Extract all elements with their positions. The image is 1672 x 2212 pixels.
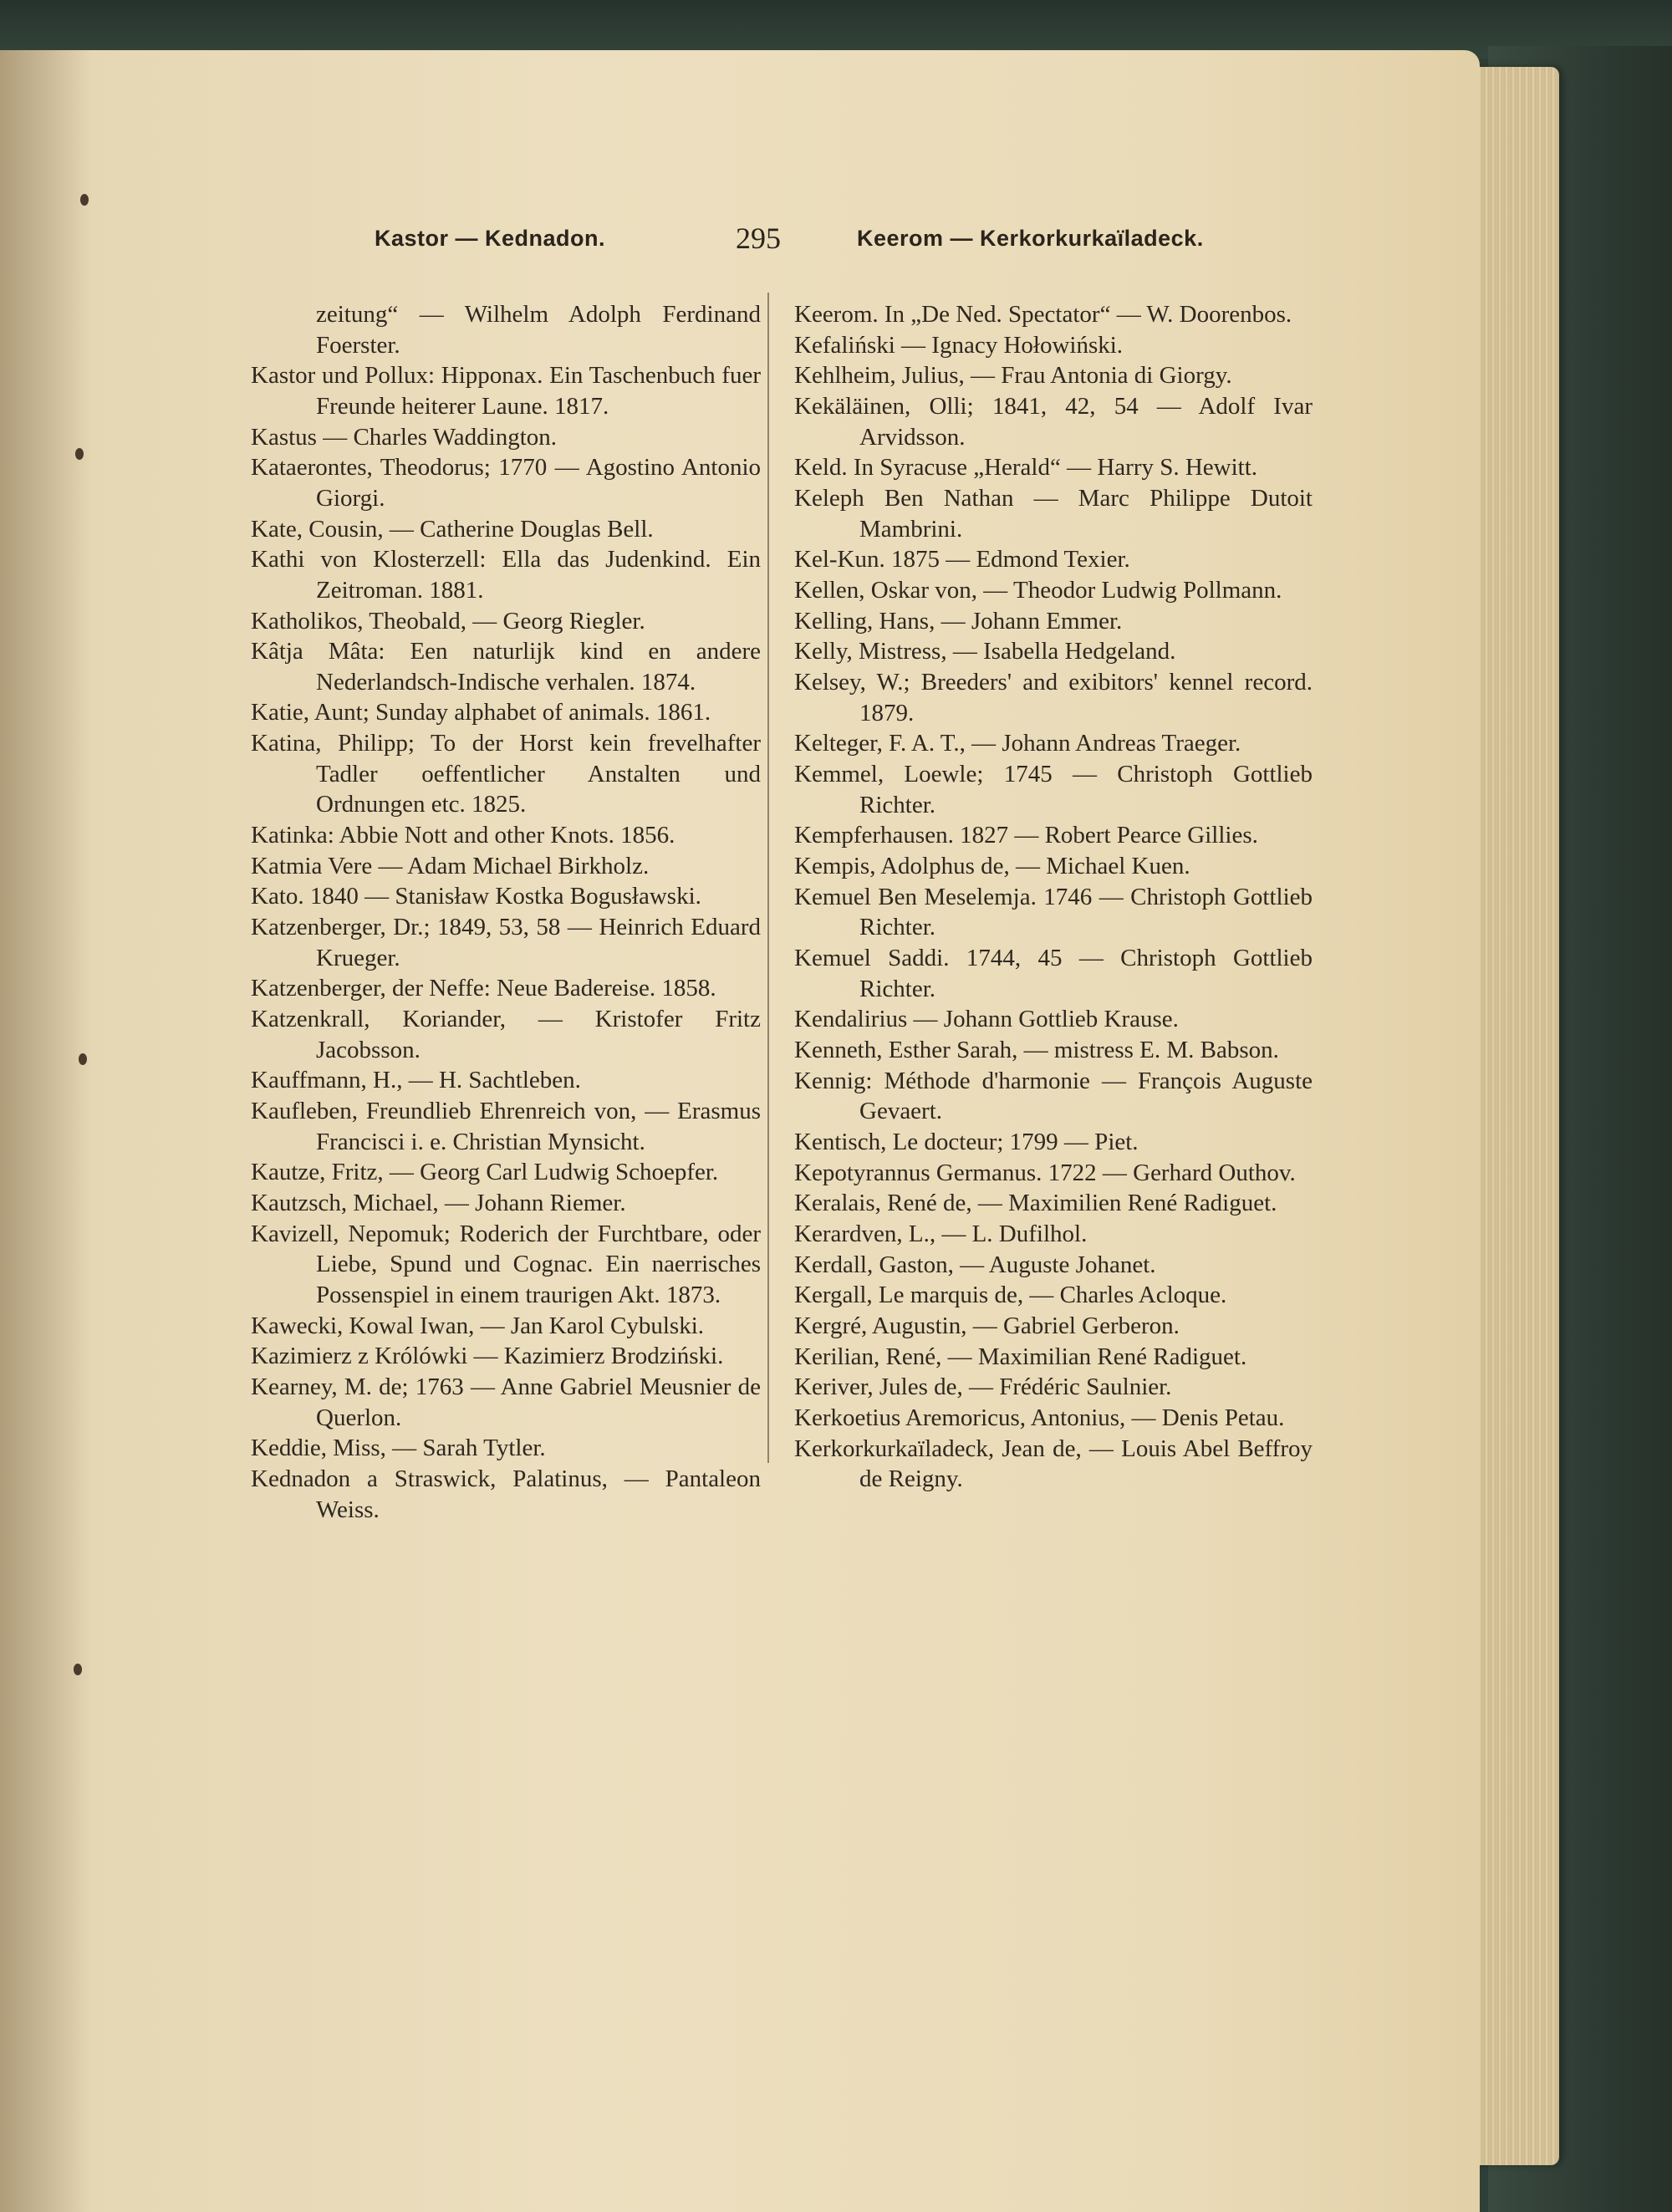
entry: Katzenberger, der Neffe: Neue Badereise. 1858. — [251, 975, 716, 1002]
entry: Kavizell, Nepomuk; Roderich der Furchtbare, oder Liebe, Spund und Cognac. Ein naerrisches Possenspiel in einem traurigen Akt. 1873. — [251, 1220, 761, 1308]
entry: Kentisch, Le docteur; 1799 — Piet. — [794, 1128, 1139, 1155]
binding-thread-mark — [75, 448, 84, 460]
entry: Katina, Philipp; To der Horst kein frevelhafter Tadler oeffentlicher Anstalten und Ordnungen etc. 1825. — [251, 730, 761, 818]
entry: Kautze, Fritz, — Georg Carl Ludwig Schoepfer. — [251, 1159, 719, 1186]
entry: Kendalirius — Johann Gottlieb Krause. — [794, 1006, 1179, 1033]
entry: Kehlheim, Julius, — Frau Antonia di Giorgy. — [794, 362, 1232, 390]
entry: Katzenberger, Dr.; 1849, 53, 58 — Heinrich Eduard Krueger. — [251, 914, 761, 971]
entry: Kelly, Mistress, — Isabella Hedgeland. — [794, 638, 1176, 665]
entry: Kergall, Le marquis de, — Charles Acloque. — [794, 1282, 1227, 1309]
running-header-right: Keerom — Kerkorkurkaïladeck. — [857, 226, 1204, 251]
gutter-shadow — [0, 50, 92, 2212]
entry: Kellen, Oskar von, — Theodor Ludwig Pollmann. — [794, 577, 1282, 604]
entry: Kerkoetius Aremoricus, Antonius, — Denis Petau. — [794, 1404, 1285, 1432]
entry: Kâtja Mâta: Een naturlijk kind en andere Nederlandsch-Indische verhalen. 1874. — [251, 638, 761, 696]
entry: zeitung“ — Wilhelm Adolph Ferdinand Foerster. — [316, 301, 761, 359]
entry: Kednadon a Straswick, Palatinus, — Pantaleon Weiss. — [251, 1465, 761, 1523]
entry: Kekäläinen, Olli; 1841, 42, 54 — Adolf Ivar Arvidsson. — [794, 393, 1313, 451]
entry: Kautzsch, Michael, — Johann Riemer. — [251, 1190, 626, 1216]
binding-thread-mark — [80, 194, 89, 206]
binding-thread-mark — [79, 1053, 87, 1065]
entry: Katzenkrall, Koriander, — Kristofer Fritz Jacobsson. — [251, 1006, 761, 1063]
entry: Kerkorkurkaïladeck, Jean de, — Louis Abel Beffroy de Reigny. — [794, 1435, 1313, 1493]
entry: Kefaliński — Ignacy Hołowiński. — [794, 331, 1124, 359]
entry: Kawecki, Kowal Iwan, — Jan Karol Cybulski. — [251, 1312, 705, 1339]
entry: Kenneth, Esther Sarah, — mistress E. M. Babson. — [794, 1036, 1279, 1063]
entry: Keld. In Syracuse „Herald“ — Harry S. Hewitt. — [794, 454, 1258, 482]
entry: Keralais, René de, — Maximilien René Radiguet. — [794, 1190, 1277, 1217]
left-column — [251, 299, 761, 1525]
entry: Kearney, M. de; 1763 — Anne Gabriel Meusnier de Querlon. — [251, 1373, 761, 1431]
entry: Kathi von Klosterzell: Ella das Judenkind. Ein Zeitroman. 1881. — [251, 546, 761, 604]
entry: Kataerontes, Theodorus; 1770 — Agostino Antonio Giorgi. — [251, 454, 761, 512]
entry: Kemmel, Loewle; 1745 — Christoph Gottlieb Richter. — [794, 761, 1313, 818]
entry: Kaufleben, Freundlieb Ehrenreich von, — Erasmus Francisci i. e. Christian Mynsicht. — [251, 1098, 761, 1155]
binding-thread-mark — [74, 1664, 82, 1675]
entry: Kazimierz z Królówki — Kazimierz Brodziński. — [251, 1343, 724, 1370]
entry: Keleph Ben Nathan — Marc Philippe Dutoit Mambrini. — [794, 485, 1313, 543]
entry: Kel-Kun. 1875 — Edmond Texier. — [794, 546, 1130, 573]
entry: Kergré, Augustin, — Gabriel Gerberon. — [794, 1312, 1180, 1340]
entry: Kerdall, Gaston, — Auguste Johanet. — [794, 1251, 1156, 1278]
page-number: 295 — [736, 222, 781, 255]
entry: Katmia Vere — Adam Michael Birkholz. — [251, 852, 650, 879]
entry: Kato. 1840 — Stanisław Kostka Bogusławski. — [251, 883, 701, 910]
entry: Katie, Aunt; Sunday alphabet of animals. 1861. — [251, 699, 711, 726]
column-divider — [767, 293, 769, 1463]
page-edges — [1476, 67, 1559, 2165]
entry: Kelling, Hans, — Johann Emmer. — [794, 607, 1123, 635]
running-header-left: Kastor — Kednadon. — [375, 226, 606, 251]
entry: Kauffmann, H., — H. Sachtleben. — [251, 1067, 581, 1094]
entry: Kerilian, René, — Maximilian René Radiguet. — [794, 1343, 1247, 1370]
entry: Kastus — Charles Waddington. — [251, 423, 558, 451]
entry: Keerom. In „De Ned. Spectator“ — W. Doorenbos. — [794, 301, 1292, 328]
entry: Kemuel Saddi. 1744, 45 — Christoph Gottlieb Richter. — [794, 944, 1313, 1002]
entry: Kastor und Pollux: Hipponax. Ein Taschenbuch fuer Freunde heiterer Laune. 1817. — [251, 362, 761, 420]
entry: Katholikos, Theobald, — Georg Riegler. — [251, 607, 645, 635]
right-column — [794, 299, 1313, 1495]
entry: Kepotyrannus Germanus. 1722 — Gerhard Outhov. — [794, 1159, 1296, 1186]
entry: Kennig: Méthode d'harmonie — François Auguste Gevaert. — [794, 1067, 1313, 1125]
entry: Keriver, Jules de, — Frédéric Saulnier. — [794, 1374, 1172, 1401]
entry: Kempis, Adolphus de, — Michael Kuen. — [794, 853, 1190, 879]
entry: Kelteger, F. A. T., — Johann Andreas Traeger. — [794, 730, 1241, 757]
entry: Kate, Cousin, — Catherine Douglas Bell. — [251, 515, 654, 543]
entry: Kerardven, L., — L. Dufilhol. — [794, 1220, 1088, 1247]
entry: Kelsey, W.; Breeders' and exibitors' kennel record. 1879. — [794, 669, 1313, 726]
entry: Kempferhausen. 1827 — Robert Pearce Gillies. — [794, 822, 1258, 849]
entry: Keddie, Miss, — Sarah Tytler. — [251, 1435, 546, 1462]
entry: Kemuel Ben Meselemja. 1746 — Christoph Gottlieb Richter. — [794, 883, 1313, 941]
entry: Katinka: Abbie Nott and other Knots. 1856. — [251, 822, 675, 849]
